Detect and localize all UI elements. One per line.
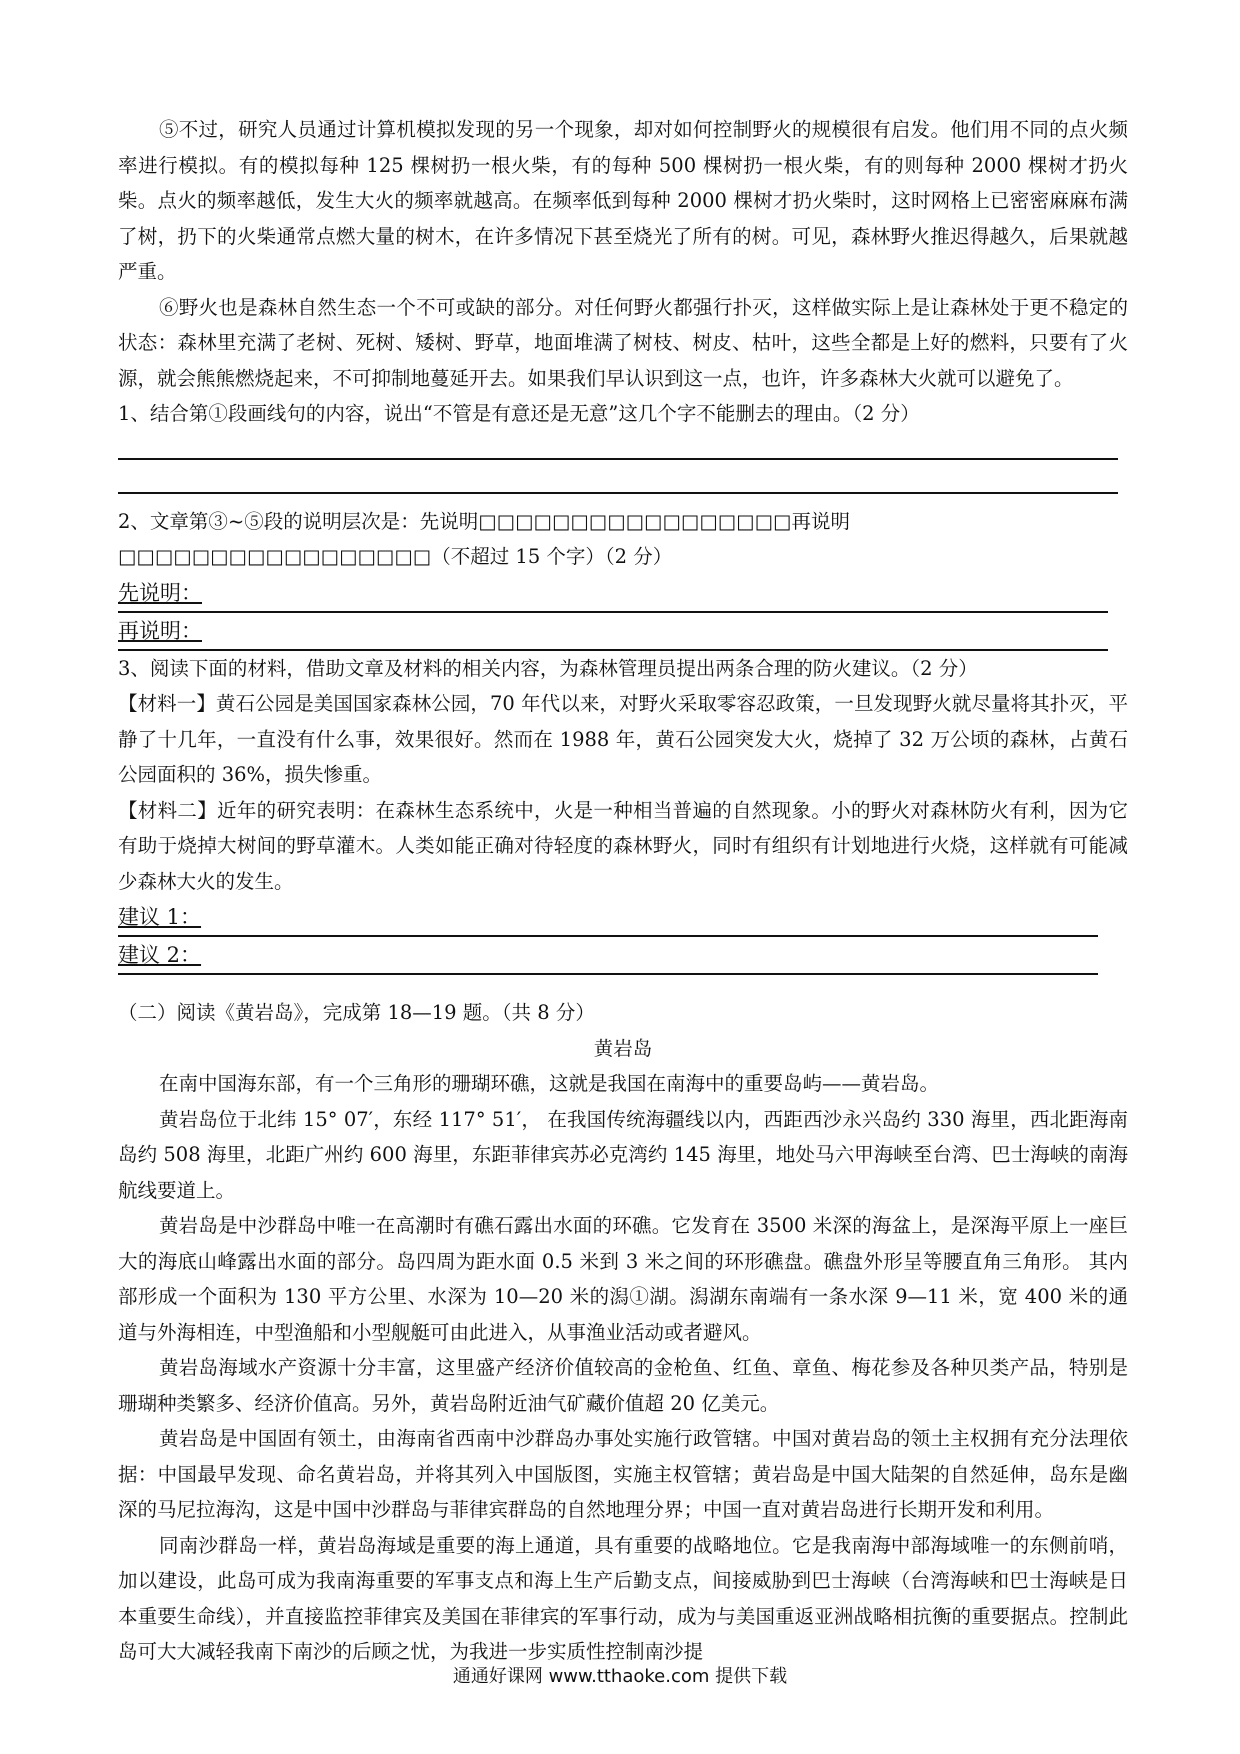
article-paragraph-6: 同南沙群岛一样，黄岩岛海域是重要的海上通道，具有重要的战略地位。它是我南海中部海域唯一的东侧前哨，加以建设，此岛可成为我南海重要的军事支点和海上生产后勤支点，间接威胁到巴士海峡（台湾海峡和巴士海峡是日本重要生命线），并直接监控菲律宾及美国在菲律宾的军事行动，成为与美国重返亚洲战略相抗衡的重要据点。控制此岛可大大减轻我南下南沙的后顾之忧，为我进一步实质性控制南沙提 <box>118 1533 1128 1663</box>
document-body <box>118 112 1128 1670</box>
suggestion-2-line[interactable]: 建议 2： <box>118 937 1098 975</box>
question-1: 1、结合第①段画线句的内容，说出“不管是有意还是无意”这几个字不能删去的理由。（2 分） <box>118 402 920 425</box>
article-title: 黄岩岛 <box>593 1036 653 1060</box>
suggestion-1-line[interactable]: 建议 1： <box>118 899 1098 937</box>
question-2-line-1: 2、文章第③~⑤段的说明层次是：先说明□□□□□□□□□□□□□□□□□再说明 <box>118 509 850 533</box>
paragraph-5: ⑤不过，研究人员通过计算机模拟发现的另一个现象，却对如何控制野火的规模很有启发。他们用不同的点火频率进行模拟。有的模拟每种 125 棵树扔一根火柴，有的每种 500 棵树扔一根火柴，有的则每种 2000 棵树才扔火柴。点火的频率越低，发生大火的频率就越高。在频率低到每种 2000 棵树才扔火柴时，这时网格上已密密麻麻布满了树，扔下的火柴通常点燃大量的树木，在许多情况下甚至烧光了所有的树。可见，森林野火推迟得越久，后果就越严重。 <box>118 118 1128 283</box>
page-footer: 通通好课网 www.tthaoke.com 提供下载 <box>452 1666 788 1687</box>
article-paragraph-1: 在南中国海东部，有一个三角形的珊瑚环礁，这就是我国在南海中的重要岛屿——黄岩岛。 <box>158 1072 939 1095</box>
paragraph-6: ⑥野火也是森林自然生态一个不可或缺的部分。对任何野火都强行扑灭，这样做实际上是让森林处于更不稳定的状态：森林里充满了老树、死树、矮树、野草，地面堆满了树枝、树皮、枯叶，这些全都是上好的燃料，只要有了火源，就会熊熊燃烧起来，不可抑制地蔓延开去。如果我们早认识到这一点，也许，许多森林大火就可以避免了。 <box>118 295 1128 390</box>
question-2-line-2: □□□□□□□□□□□□□□□□□（不超过 15 个字）（2 分） <box>118 545 673 568</box>
article-paragraph-4: 黄岩岛海域水产资源十分丰富，这里盛产经济价值较高的金枪鱼、红鱼、章鱼、梅花参及各种贝类产品，特别是珊瑚种类繁多、经济价值高。另外，黄岩岛附近油气矿藏价值超 20 亿美元。 <box>118 1356 1128 1415</box>
answer-first-explain[interactable]: 先说明： <box>118 575 1108 613</box>
article-paragraph-2: 黄岩岛位于北纬 15° 07′，东经 117° 51′， 在我国传统海疆线以内，西距西沙永兴岛约 330 海里，西北距海南岛约 508 海里，北距广州约 600 海里，东距菲律宾苏必克湾约 145 海里，地处马六甲海峡至台湾、巴士海峡的南海航线要道上。 <box>118 1107 1128 1202</box>
material-1: 【材料一】黄石公园是美国国家森林公园，70 年代以来，对野火采取零容忍政策，一旦发现野火就尽量将其扑灭，平静了十几年，一直没有什么事，效果很好。然而在 1988 年，黄石公园突发大火，烧掉了 32 万公顷的森林，占黄石公园面积的 36%，损失惨重。 <box>118 692 1128 786</box>
question-3: 3、阅读下面的材料，借助文章及材料的相关内容，为森林管理员提出两条合理的防火建议。（2 分） <box>118 656 978 680</box>
article-paragraph-3: 黄岩岛是中沙群岛中唯一在高潮时有礁石露出水面的环礁。它发育在 3500 米深的海盆上，是深海平原上一座巨大的海底山峰露出水面的部分。岛四周为距水面 0.5 米到 3 米之间的环形礁盘。礁盘外形呈等腰直角三角形。 其内部形成一个面积为 130 平方公里、水深为 10—20 米的潟①湖。潟湖东南端有一条水深 9—11 米，宽 400 米的通道与外海相连，中型渔船和小型舰艇可由此进入，从事渔业活动或者避风。 <box>118 1214 1128 1344</box>
material-2: 【材料二】近年的研究表明：在森林生态系统中，火是一种相当普遍的自然现象。小的野火对森林防火有利，因为它有助于烧掉大树间的野草灌木。人类如能正确对待轻度的森林野火，同时有组织有计划地进行火烧，这样就有可能减少森林大火的发生。 <box>118 798 1128 893</box>
section-2-heading: （二）阅读《黄岩岛》，完成第 18—19 题。（共 8 分） <box>118 1001 595 1024</box>
answer-then-explain[interactable]: 再说明： <box>118 613 1108 651</box>
article-paragraph-5: 黄岩岛是中国固有领土，由海南省西南中沙群岛办事处实施行政管辖。中国对黄岩岛的领土主权拥有充分法理依据：中国最早发现、命名黄岩岛，并将其列入中国版图，实施主权管辖；黄岩岛是中国大陆架的自然延伸，岛东是幽深的马尼拉海沟，这是中国中沙群岛与菲律宾群岛的自然地理分界；中国一直对黄岩岛进行长期开发和利用。 <box>118 1427 1128 1521</box>
